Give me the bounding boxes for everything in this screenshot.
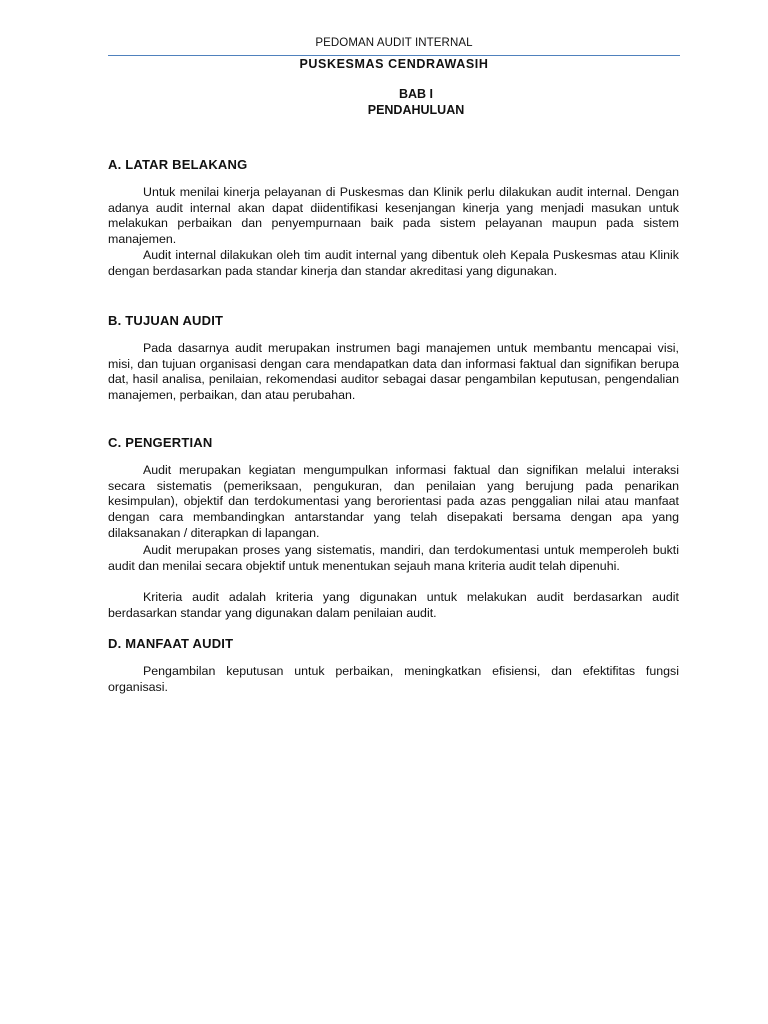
paragraph: Untuk menilai kinerja pelayanan di Puskesmas dan Klinik perlu dilakukan audit internal. Dengan adanya audit internal akan dapat diidentifikasi kesenjangan kinerja yang menjadi masukan untuk melakukan perbaikan dan penyempurnaan baik pada sistem pelayanan maupun pada sistem manajemen. [108,185,679,247]
section-heading-manfaat-audit: D. MANFAAT AUDIT [108,636,234,651]
section-heading-tujuan-audit: B. TUJUAN AUDIT [108,313,224,328]
paragraph: Pengambilan keputusan untuk perbaikan, meningkatkan efisiensi, dan efektifitas fungsi organisasi. [108,664,679,694]
paragraph: Audit merupakan proses yang sistematis, mandiri, dan terdokumentasi untuk memperoleh bukti audit dan menilai secara objektif untuk menentukan sejauh mana kriteria audit telah dipenuhi. [108,543,679,573]
paragraph: Pada dasarnya audit merupakan instrumen bagi manajemen untuk membantu mencapai visi, misi, dan tujuan organisasi dengan cara mendapatkan data dan informasi faktual dan signifikan berupa dat, hasil analisa, penilaian, rekomendasi auditor sebagai dasar pengambilan keputusan, pengendalian manajemen, perbaikan, dan atau perubahan. [108,341,679,403]
chapter-heading [108,86,724,118]
section-heading-pengertian: C. PENGERTIAN [108,435,213,450]
running-header: PEDOMAN AUDIT INTERNAL [315,37,473,49]
document-title: PUSKESMAS CENDRAWASIH [299,57,489,71]
paragraph: Audit merupakan kegiatan mengumpulkan informasi faktual dan signifikan melalui interaksi secara sistematis (pemeriksaan, pengukuran, dan penilaian yang berujung pada penarikan kesimpulan), objektif dan terdokumentasi yang berorientasi pada azas penggalian nilai atau manfaat dengan cara membandingkan antarstandar yang telah disepakati bersama dengan apa yang dilaksanakan / diterapkan di lapangan. [108,463,679,540]
paragraph: Kriteria audit adalah kriteria yang digunakan untuk melakukan audit berdasarkan audit berdasarkan standar yang digunakan dalam penilaian audit. [108,590,679,620]
section-heading-latar-belakang: A. LATAR BELAKANG [108,157,248,172]
chapter-number: BAB I [398,87,434,101]
header-divider [108,55,680,56]
paragraph: Audit internal dilakukan oleh tim audit internal yang dibentuk oleh Kepala Puskesmas atau Klinik dengan berdasarkan pada standar kinerja dan standar akreditasi yang digunakan. [108,248,679,278]
chapter-title: PENDAHULUAN [367,103,465,117]
